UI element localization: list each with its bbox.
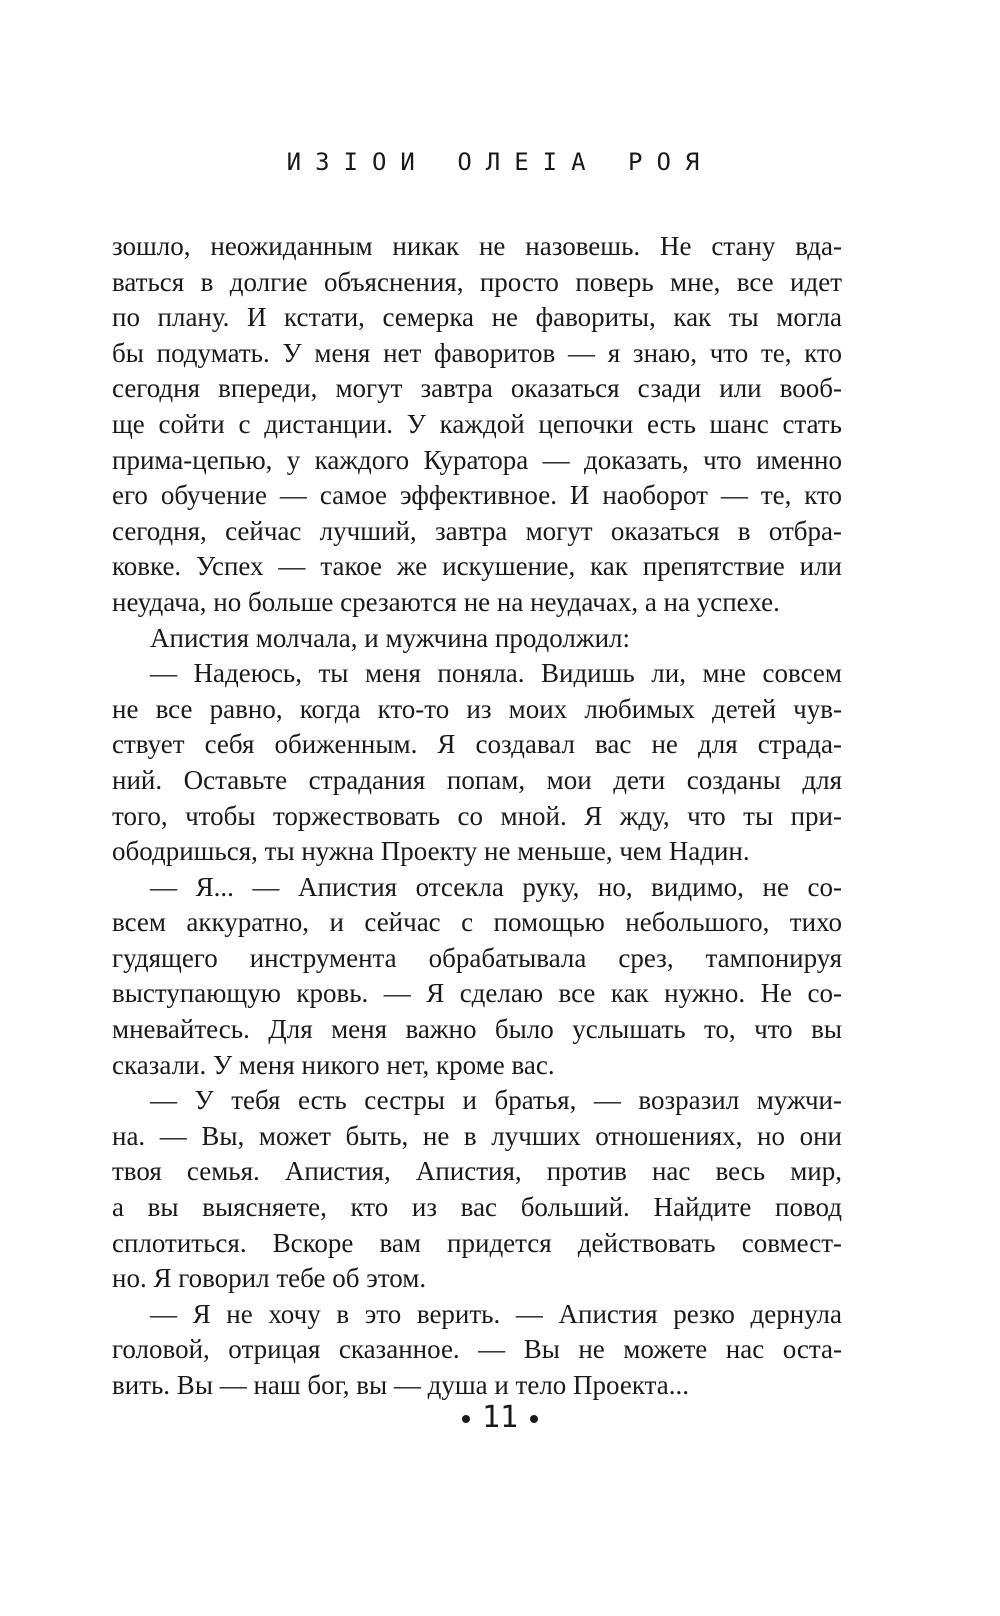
text-line: его обучение — самое эффективное. И наоборот — те, кто — [112, 480, 842, 511]
text-line: Апистия молчала, и мужчина продолжил: — [150, 622, 630, 653]
text-line: вить. Вы — наш бог, вы — душа и тело Проекта... — [112, 1370, 689, 1400]
text-line: но. Я говорил тебе об этом. — [112, 1263, 427, 1294]
text-line: ний. Оставьте страдания попам, мои дети созданы для — [112, 764, 842, 795]
text-line: мневайтесь. Для меня важно было услышать то, что вы — [112, 1014, 842, 1045]
bullet-icon — [462, 1415, 470, 1423]
text-line: — Я... — Апистия отсекла руку, но, видимо, не со- — [150, 871, 842, 902]
text-line: сказали. У меня никого нет, кроме вас. — [112, 1049, 555, 1080]
text-line: бы подумать. У меня нет фаворитов — я знаю, что те, кто — [112, 337, 842, 368]
text-line: ободришься, ты нужна Проекту не меньше, чем Надин. — [112, 836, 750, 867]
text-line: сегодня, сейчас лучший, завтра могут оказаться в отбра- — [112, 515, 842, 546]
text-line: выступающую кровь. — Я сделаю все как нужно. Не со- — [112, 978, 842, 1009]
text-line: ствует себя обиженным. Я создавал вас не для страда- — [112, 729, 842, 760]
text-line: а вы выясняете, кто из вас больший. Найдите повод — [112, 1192, 842, 1223]
text-line: на. — Вы, может быть, не в лучших отношениях, но они — [112, 1120, 842, 1151]
running-head: ИЗIОИ ОЛЕIА РОЯ — [286, 148, 714, 176]
text-line: того, чтобы торжествовать со мной. Я жду, что ты при- — [112, 800, 842, 831]
text-line: прима-цепью, у каждого Куратора — доказать, что именно — [112, 444, 842, 475]
text-line: не все равно, когда кто-то из моих любимых детей чув- — [112, 693, 842, 724]
text-line: головой, отрицая сказанное. — Вы не можете нас оста- — [112, 1334, 842, 1365]
text-line: — Я не хочу в это верить. — Апистия резко дернула — [150, 1298, 842, 1329]
text-line: гудящего инструмента обрабатывала срез, тампонируя — [112, 942, 842, 973]
text-line: ковке. Успех — такое же искушение, как препятствие или — [112, 551, 842, 582]
page-number-footer — [0, 1400, 1000, 1435]
text-line: ще сойти с дистанции. У каждой цепочки есть шанс стать — [112, 408, 842, 439]
text-line: — Надеюсь, ты меня поняла. Видишь ли, мне совсем — [150, 658, 842, 689]
text-line: зошло, неожиданным никак не назовешь. Не стану вда- — [112, 231, 842, 261]
text-line: неудача, но больше срезаются не на неудачах, а на успехе. — [112, 586, 780, 617]
body-text — [112, 229, 842, 1404]
text-line: твоя семья. Апистия, Апистия, против нас весь мир, — [112, 1156, 842, 1187]
page-number: 11 — [481, 1400, 519, 1435]
text-line: сплотиться. Вскоре вам придется действовать совмест- — [112, 1227, 842, 1258]
text-line: ваться в долгие объяснения, просто поверь мне, все идет — [112, 266, 842, 297]
text-line: — У тебя есть сестры и братья, — возразил мужчи- — [150, 1085, 842, 1116]
text-line: сегодня впереди, могут завтра оказаться сзади или вооб- — [112, 373, 842, 404]
bullet-icon — [530, 1415, 538, 1423]
text-line: всем аккуратно, и сейчас с помощью небольшого, тихо — [112, 907, 842, 938]
text-line: по плану. И кстати, семерка не фавориты, как ты могла — [112, 302, 842, 333]
